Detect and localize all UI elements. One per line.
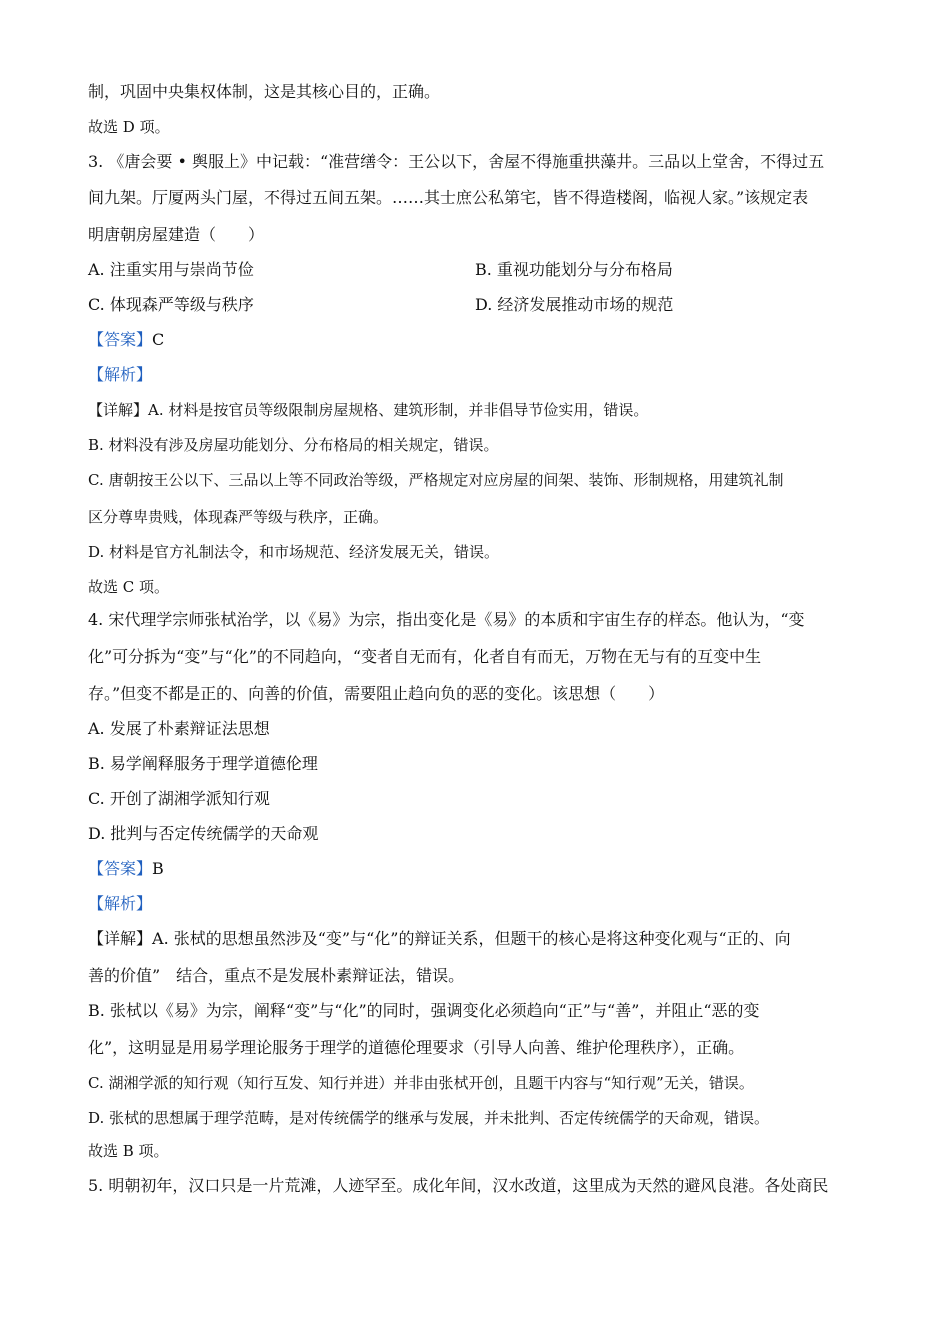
q3-stem-line-1: 3. 《唐会要 • 舆服上》中记载：“准营缮令：王公以下，舍屋不得施重拱藻井。三品以上堂舍，不得过五 (88, 152, 825, 171)
q3-answer-line (88, 330, 164, 350)
q4-option-c: C. 开创了湖湘学派知行观 (88, 789, 270, 808)
q3-option-c: C. 体现森严等级与秩序 (88, 295, 254, 314)
q3-detail-d: D. 材料是官方礼制法令，和市场规范、经济发展无关，错误。 (88, 543, 500, 561)
prev-choose-line: 故选 D 项。 (88, 118, 170, 136)
q4-choose-line: 故选 B 项。 (88, 1142, 169, 1160)
analysis-tag: 【解析】 (88, 894, 153, 913)
q4-stem-line-1: 4. 宋代理学宗师张栻治学，以《易》为宗，指出变化是《易》的本质和宇宙生存的样态。他认为，“变 (88, 610, 805, 629)
detail-tag: 【详解】 (88, 401, 149, 419)
q4-stem-line-2: 化”可分拆为“变”与“化”的不同趋向，“变者自无而有，化者自有而无，万物在无与有的互变中生 (88, 647, 762, 666)
q4-analysis-line (88, 894, 152, 914)
q5-stem-line-1: 5. 明朝初年，汉口只是一片荒滩，人迹罕至。成化年间，汉水改道，这里成为天然的避风良港。各处商民 (88, 1176, 829, 1195)
analysis-tag: 【解析】 (88, 365, 153, 384)
answer-tag: 【答案】 (88, 330, 153, 349)
q3-detail-a: 【详解】A. 材料是按官员等级限制房屋规格、建筑形制，并非倡导节俭实用，错误。 (88, 401, 649, 419)
q3-option-b: B. 重视功能划分与分布格局 (475, 260, 673, 279)
q3-analysis-line (88, 365, 152, 385)
q3-detail-c-line-2: 区分尊卑贵贱，体现森严等级与秩序，正确。 (88, 508, 389, 526)
q3-option-d: D. 经济发展推动市场的规范 (475, 295, 674, 314)
q4-detail-d: D. 张栻的思想属于理学范畴，是对传统儒学的继承与发展，并未批判、否定传统儒学的天命观，错误。 (88, 1109, 770, 1127)
q3-answer-value: C (152, 330, 165, 349)
prev-answer-tail: 制，巩固中央集权体制，这是其核心目的，正确。 (88, 82, 441, 101)
detail-tag: 【详解】 (88, 929, 153, 948)
q3-detail-c-line-1: C. 唐朝按王公以下、三品以上等不同政治等级，严格规定对应房屋的间架、装饰、形制规格，用建筑礼制 (88, 471, 784, 489)
q4-option-d: D. 批判与否定传统儒学的天命观 (88, 824, 319, 843)
q4-answer-line (88, 859, 164, 879)
q4-option-b: B. 易学阐释服务于理学道德伦理 (88, 754, 318, 773)
q4-detail-b-line-2: 化”，这明显是用易学理论服务于理学的道德伦理要求（引导人向善、维护伦理秩序），正确。 (88, 1038, 745, 1057)
q4-detail-a-line-1: 【详解】A. 张栻的思想虽然涉及“变”与“化”的辩证关系，但题干的核心是将这种变化观与“正的、向 (88, 929, 791, 948)
q3-choose-line: 故选 C 项。 (88, 578, 170, 596)
q4-detail-b-line-1: B. 张栻以《易》为宗，阐释“变”与“化”的同时，强调变化必须趋向“正”与“善”，并阻止“恶的变 (88, 1001, 760, 1020)
q4-detail-c: C. 湖湘学派的知行观（知行互发、知行并进）并非由张栻开创，且题干内容与“知行观”无关，错误。 (88, 1074, 754, 1092)
answer-tag: 【答案】 (88, 859, 153, 878)
q4-answer-value: B (152, 859, 164, 878)
q4-stem-line-3: 存。”但变不都是正的、向善的价值，需要阻止趋向负的恶的变化。该思想（ ） (88, 684, 665, 703)
q3-stem-line-2: 间九架。厅厦两头门屋，不得过五间五架。……其士庶公私第宅，皆不得造楼阁，临视人家。”该规定表 (88, 188, 809, 207)
q3-detail-b: B. 材料没有涉及房屋功能划分、分布格局的相关规定，错误。 (88, 436, 499, 454)
q3-stem-line-3: 明唐朝房屋建造（ ） (88, 225, 265, 244)
q4-option-a: A. 发展了朴素辩证法思想 (88, 719, 270, 738)
q3-option-a: A. 注重实用与崇尚节俭 (88, 260, 254, 279)
q4-detail-a-line-2: 善的价值” 结合，重点不是发展朴素辩证法，错误。 (88, 966, 465, 985)
